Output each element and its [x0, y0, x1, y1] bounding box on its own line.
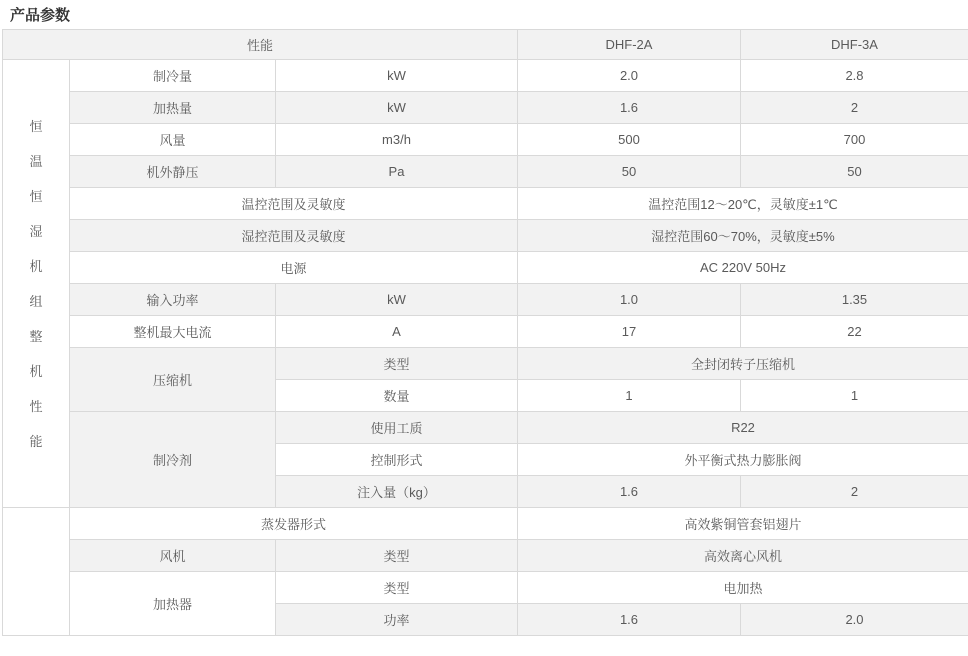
machine-performance-group-cell: [3, 60, 70, 508]
compressor-quantity-dhf3a-value: 1: [741, 380, 968, 412]
row-refrigerant-working-fluid: [3, 412, 968, 444]
row-input-power: [3, 284, 968, 316]
heater-group-cell: 加热器: [70, 572, 276, 636]
heater-type-name-cell: 类型: [276, 572, 518, 604]
cooling-capacity-dhf3a-value: 2.8: [741, 60, 968, 92]
row-heater-type: [3, 572, 968, 604]
row-temp-control-range: [3, 188, 968, 220]
max-current-unit-cell: A: [276, 316, 518, 348]
temp-control-range-value-cell: 温控范围12～20℃，灵敏度±1℃: [518, 188, 968, 220]
heating-capacity-unit-cell: kW: [276, 92, 518, 124]
refrigerant-working-fluid-name-cell: 使用工质: [276, 412, 518, 444]
refrigerant-control-form-value-cell: 外平衡式热力膨胀阀: [518, 444, 968, 476]
evaporator-form-name-cell: 蒸发器形式: [70, 508, 518, 540]
cooling-capacity-dhf2a-value: 2.0: [518, 60, 741, 92]
heating-capacity-dhf3a-value: 2: [741, 92, 968, 124]
external-static-pressure-name-cell: 机外静压: [70, 156, 276, 188]
refrigerant-charge-dhf2a-value: 1.6: [518, 476, 741, 508]
max-current-dhf3a-value: 22: [741, 316, 968, 348]
compressor-quantity-name-cell: 数量: [276, 380, 518, 412]
temp-control-range-name-cell: 温控范围及灵敏度: [70, 188, 518, 220]
compressor-group-cell: 压缩机: [70, 348, 276, 412]
refrigerant-working-fluid-value-cell: R22: [518, 412, 968, 444]
max-current-dhf2a-value: 17: [518, 316, 741, 348]
row-fan-type: [3, 540, 968, 572]
cooling-capacity-name-cell: 制冷量: [70, 60, 276, 92]
row-air-volume: [3, 124, 968, 156]
refrigerant-charge-name-cell: 注入量（kg）: [276, 476, 518, 508]
row-evaporator-form: [3, 508, 968, 540]
refrigerant-charge-dhf3a-value: 2: [741, 476, 968, 508]
air-volume-unit-cell: m3/h: [276, 124, 518, 156]
input-power-dhf3a-value: 1.35: [741, 284, 968, 316]
external-static-pressure-unit-cell: Pa: [276, 156, 518, 188]
heating-capacity-dhf2a-value: 1.6: [518, 92, 741, 124]
heater-power-dhf3a-value: 2.0: [741, 604, 968, 636]
compressor-quantity-dhf2a-value: 1: [518, 380, 741, 412]
bottom-left-empty-cell: [3, 508, 70, 636]
power-supply-value-cell: AC 220V 50Hz: [518, 252, 968, 284]
heater-type-value-cell: 电加热: [518, 572, 968, 604]
air-volume-dhf2a-value: 500: [518, 124, 741, 156]
row-cooling-capacity: [3, 60, 968, 92]
compressor-type-name-cell: 类型: [276, 348, 518, 380]
cooling-capacity-unit-cell: kW: [276, 60, 518, 92]
input-power-unit-cell: kW: [276, 284, 518, 316]
max-current-name-cell: 整机最大电流: [70, 316, 276, 348]
row-humidity-control-range: [3, 220, 968, 252]
evaporator-form-value-cell: 高效紫铜管套铝翅片: [518, 508, 968, 540]
row-heating-capacity: [3, 92, 968, 124]
page-title: 产品参数: [10, 7, 71, 24]
row-max-current: [3, 316, 968, 348]
header-model-dhf3a-cell: DHF-3A: [741, 30, 968, 60]
power-supply-name-cell: 电源: [70, 252, 518, 284]
external-static-pressure-dhf3a-value: 50: [741, 156, 968, 188]
header-performance-cell: 性能: [3, 30, 518, 60]
refrigerant-control-form-name-cell: 控制形式: [276, 444, 518, 476]
row-compressor-type: [3, 348, 968, 380]
humidity-control-range-value-cell: 湿控范围60～70%，灵敏度±5%: [518, 220, 968, 252]
heater-power-name-cell: 功率: [276, 604, 518, 636]
fan-type-value-cell: 高效离心风机: [518, 540, 968, 572]
fan-type-name-cell: 类型: [276, 540, 518, 572]
heating-capacity-name-cell: 加热量: [70, 92, 276, 124]
input-power-name-cell: 输入功率: [70, 284, 276, 316]
fan-group-cell: 风机: [70, 540, 276, 572]
heater-power-dhf2a-value: 1.6: [518, 604, 741, 636]
compressor-type-value-cell: 全封闭转子压缩机: [518, 348, 968, 380]
input-power-dhf2a-value: 1.0: [518, 284, 741, 316]
external-static-pressure-dhf2a-value: 50: [518, 156, 741, 188]
row-external-static-pressure: [3, 156, 968, 188]
header-row: [3, 30, 968, 60]
header-model-dhf2a-cell: DHF-2A: [518, 30, 741, 60]
air-volume-name-cell: 风量: [70, 124, 276, 156]
air-volume-dhf3a-value: 700: [741, 124, 968, 156]
product-spec-table: [2, 29, 968, 636]
refrigerant-group-cell: 制冷剂: [70, 412, 276, 508]
humidity-control-range-name-cell: 湿控范围及灵敏度: [70, 220, 518, 252]
row-power-supply: [3, 252, 968, 284]
vertical-group-label: 恒 温 恒 湿 机 组 整 机 性 能: [29, 118, 43, 449]
